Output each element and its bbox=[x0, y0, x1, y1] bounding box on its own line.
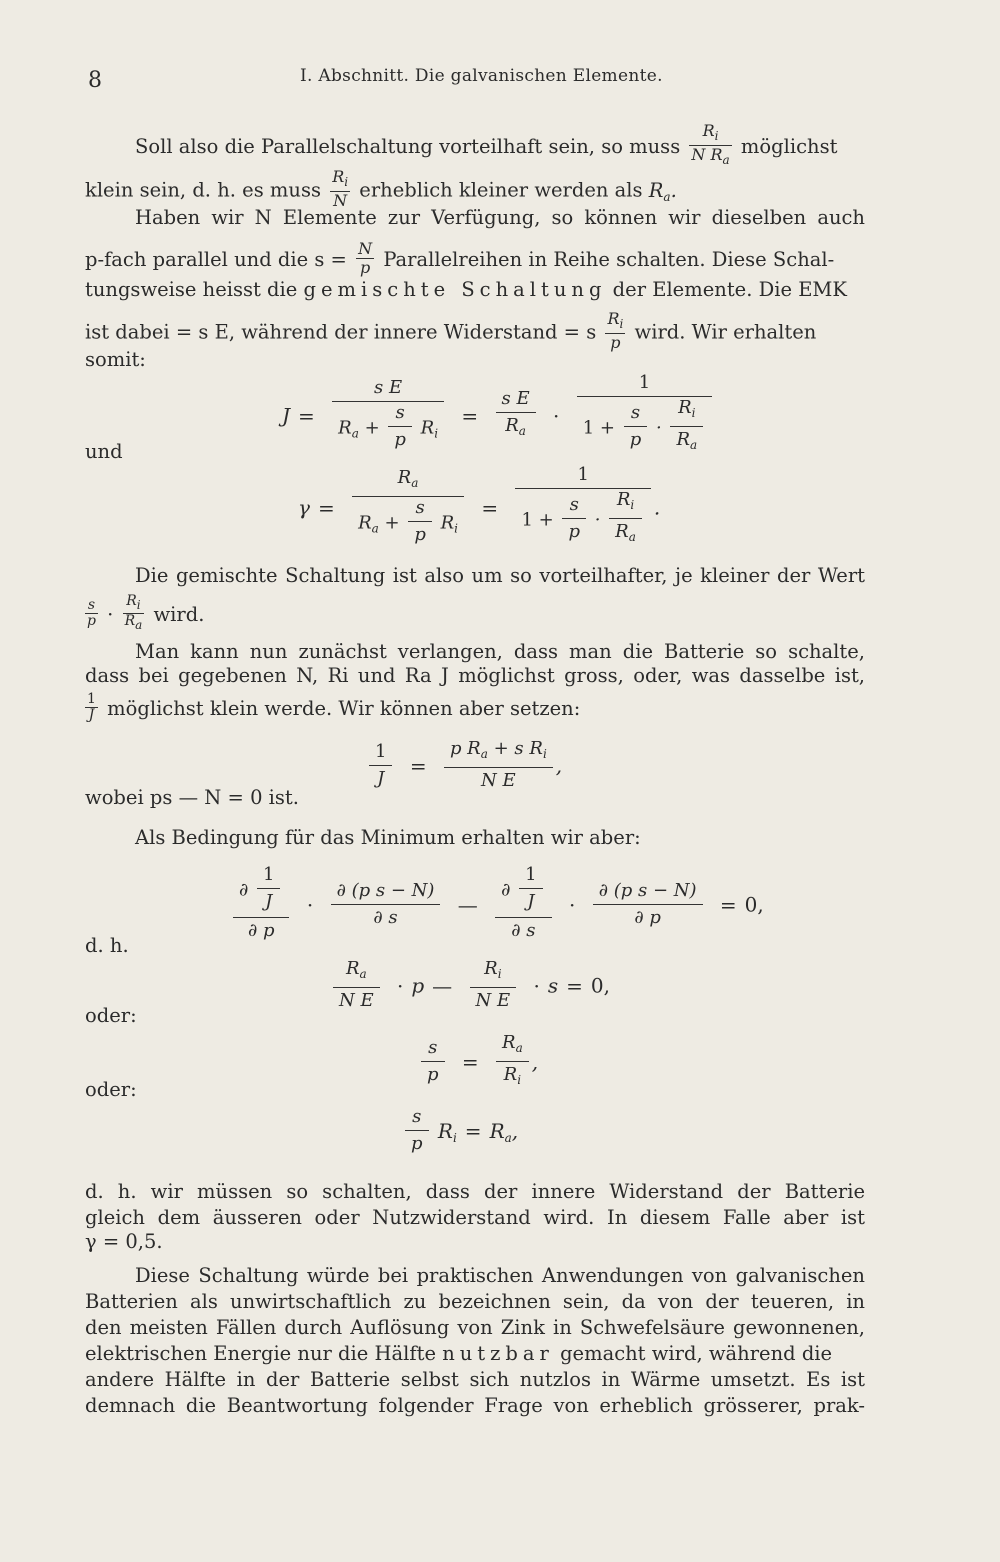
running-head: I. Abschnitt. Die galvanischen Elemente. bbox=[300, 66, 663, 86]
text-line-2: klein sein, d. h. es muss $\frac{R_i}{N}$ erheblich kleiner werden als $R_a$. bbox=[85, 167, 677, 210]
text-line-3: Haben wir N Elemente zur Verfügung, so können wir dieselben auch bbox=[135, 206, 865, 229]
text-line-14: Als Bedingung für das Minimum erhalten wir aber: bbox=[135, 826, 641, 849]
text-line-17: γ = 0,5. bbox=[85, 1230, 163, 1253]
text-line-10: Man kann nun zunächst verlangen, dass man die Batterie so schalte, bbox=[135, 640, 865, 663]
fraction-ri-over-n: $\frac{R_i}{N}$ bbox=[332, 167, 349, 210]
text-line-12: $\frac{1}{J}$ möglichst klein werde. Wir können aber setzen: bbox=[87, 691, 581, 723]
text-line-13: wobei ps — N = 0 ist. bbox=[85, 786, 299, 809]
text-line-19: Batterien als unwirtschaftlich zu bezeichnen sein, da von der teueren, in bbox=[85, 1290, 865, 1313]
equation-resistance-match: $\frac{s}{p}$ $R_i = R_a$, bbox=[402, 1106, 518, 1159]
text-line-15: d. h. wir müssen so schalten, dass der innere Widerstand der Batterie bbox=[85, 1180, 865, 1203]
text-oder-1: oder: bbox=[85, 1004, 137, 1027]
fraction-n-over-p: $\frac{N}{p}$ bbox=[358, 239, 373, 277]
text-line-11: dass bei gegebenen N, Ri und Ra J möglichst gross, oder, was dasselbe ist, bbox=[85, 664, 865, 687]
text-dh: d. h. bbox=[85, 934, 129, 957]
text-line-9: $\frac{s}{p}$ · $\frac{R_i}{R_a}$ wird. bbox=[87, 593, 205, 632]
text-line-16: gleich dem äusseren oder Nutzwiderstand wird. In diesem Falle aber ist bbox=[85, 1206, 865, 1229]
text-line-1: Soll also die Parallelschaltung vorteilhaft sein, so muss $\frac{R_i}{N R_a}$ möglichst bbox=[135, 121, 838, 167]
text-line-22: andere Hälfte in der Batterie selbst sich nutzlos in Wärme umsetzt. Es ist bbox=[85, 1368, 865, 1391]
equation-ratio: $\frac{s}{p}$ = $\frac{R_a}{R_i}$ , bbox=[418, 1032, 538, 1095]
equation-reciprocal-current: $\frac{1}{J}$ = $\frac{p R_a + s R_i}{\text{N E}}$ , bbox=[366, 738, 562, 796]
text-und: und bbox=[85, 440, 123, 463]
equation-current: J = s E $R_a$ + $\frac{s}{p}$ $R_i$ = $\frac{\text{s E}}{R_a}$ · 1 1 + $\frac{s}{p}$ · $\frac{R_i}{R_a}$ bbox=[282, 372, 715, 462]
equation-derivative-result: $\frac{R_a}{\text{N E}}$ · p — $\frac{R_i}{\text{N E}}$ · s = 0, bbox=[330, 958, 610, 1016]
fraction-ri-over-nra: $\frac{R_i}{N R_a}$ bbox=[691, 121, 730, 167]
text-line-5: tungsweise heisst die gemischte Schaltung der Elemente. Die EMK bbox=[85, 278, 847, 301]
text-line-23: demnach die Beantwortung folgender Frage von erheblich grösserer, prak- bbox=[85, 1394, 865, 1417]
page-number: 8 bbox=[88, 68, 102, 93]
fraction-ri-over-p: $\frac{R_i}{p}$ bbox=[607, 309, 624, 352]
equation-minimum-condition: ∂ $\frac{1}{J}$ ∂ p · $\frac{\text{∂ (p s − N)}}{\partial s}$ — ∂ $\frac{1}{J}$ ∂ s · $\frac{\text{∂ (p s − N)}}{\partial p}$ = 0, bbox=[230, 866, 764, 946]
emphasis-gemischte-schaltung: gemischte Schaltung bbox=[303, 278, 607, 301]
equation-efficiency: γ = $R_a$ $R_a$ + $\frac{s}{p}$ $R_i$ = 1 1 + $\frac{s}{p}$ · $\frac{R_i}{R_a}$ . bbox=[298, 464, 661, 545]
text-line-6: ist dabei = s E, während der innere Widerstand = s $\frac{R_i}{p}$ wird. Wir erhalten bbox=[85, 309, 817, 352]
text-line-4: p-fach parallel und die s = $\frac{N}{p}$ Parallelreihen in Reihe schalten. Diese Schal- bbox=[85, 239, 835, 277]
text-line-8: Die gemischte Schaltung ist also um so vorteilhafter, je kleiner der Wert bbox=[135, 564, 865, 587]
text-line-20: den meisten Fällen durch Auflösung von Zink in Schwefelsäure gewonnenen, bbox=[85, 1316, 865, 1339]
emphasis-nutzbar: nutzbar bbox=[442, 1342, 554, 1365]
text-line-21: elektrischen Energie nur die Hälfte nutzbar gemacht wird, während die bbox=[85, 1342, 833, 1365]
text-line-18: Diese Schaltung würde bei praktischen Anwendungen von galvanischen bbox=[135, 1264, 865, 1287]
text-line-7: somit: bbox=[85, 348, 146, 371]
text-oder-2: oder: bbox=[85, 1078, 137, 1101]
